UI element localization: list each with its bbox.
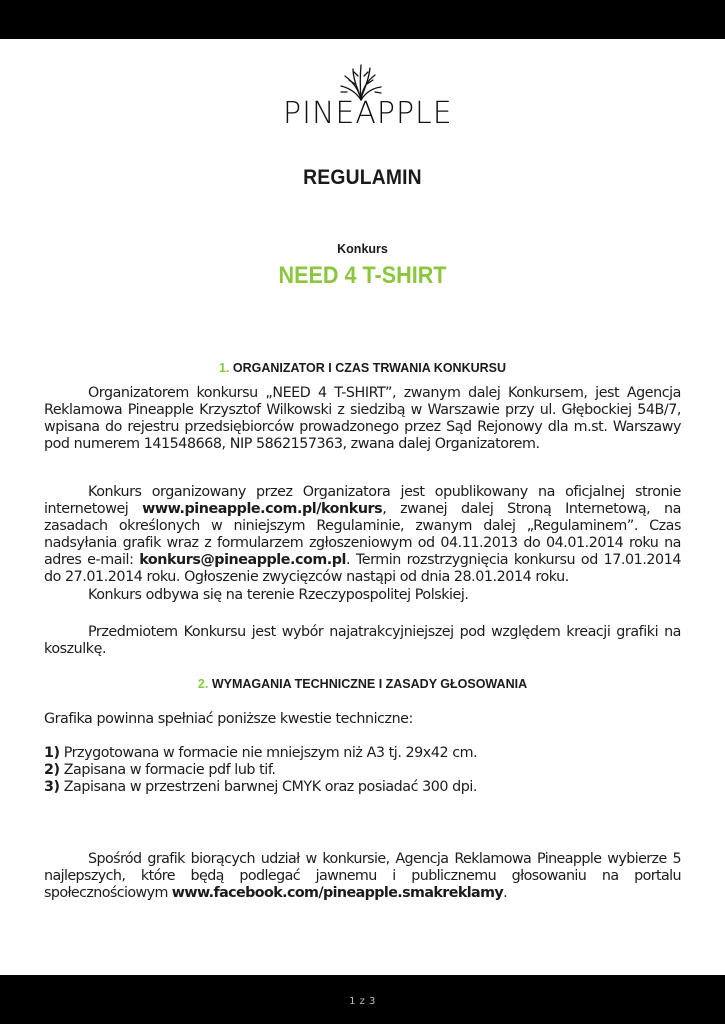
section-1-number: 1.: [218, 361, 230, 375]
text-fragment: Konkurs organizowany przez Organizatora jest opublikowany na oficjalnej stronie internetowej: [44, 484, 681, 517]
text-fragment: . Termin rozstrzygnięcia konkursu od 17.01.2014 do 27.01.2014 roku. Ogłoszenie zwycięzców nastąpi od dnia 28.01.2014 roku.: [44, 552, 681, 585]
facebook-link[interactable]: www.facebook.com/pineapple.smakreklamy: [171, 885, 504, 901]
logo-wordmark: PINEAPPLE: [283, 96, 453, 131]
voting-paragraph: [44, 851, 681, 902]
list-number: 3): [44, 779, 60, 795]
section-1-paragraph-3: Konkurs odbywa się na terenie Rzeczypospolitej Polskiej.: [88, 587, 469, 603]
section-2-title: WYMAGANIA TECHNICZNE I ZASADY GŁOSOWANIA: [211, 677, 528, 691]
text-fragment: , zwanej dalej Stroną Internetową, na zasadach określonych w niniejszym Regulaminie, zwanym dalej „Regulaminem”. Czas nadsyłania grafik wraz z formularzem zgłoszeniowym od 04.11.2013 do 04.01.2014 roku na adres e-mail:: [44, 501, 681, 568]
text-fragment: Spośród grafik biorących udział w konkursie, Agencja Reklamowa Pineapple wybierze 5 najlepszych, które będą podlegać jawnemu i publicznemu głosowaniu na portalu społecznościowym: [44, 851, 681, 901]
subtitle: Konkurs: [337, 242, 388, 256]
list-number: 1): [44, 745, 60, 761]
section-2-number: 2.: [197, 677, 209, 691]
pineapple-logo: [283, 62, 453, 134]
list-text: Zapisana w formacie pdf lub tif.: [59, 762, 276, 778]
email-link[interactable]: konkurs@pineapple.com.pl: [139, 552, 346, 568]
page-title: REGULAMIN: [303, 166, 422, 189]
list-number: 2): [44, 762, 60, 778]
list-item: [44, 745, 477, 762]
section-1-paragraph-4: Przedmiotem Konkursu jest wybór najatrakcyjniejszej pod względem kreacji grafiki na koszulkę.: [44, 624, 681, 657]
website-link[interactable]: www.pineapple.com.pl/konkurs: [142, 501, 383, 517]
section-1-paragraph-2: [44, 484, 681, 586]
text-fragment: .: [503, 885, 508, 901]
section-1-heading: [0, 361, 725, 375]
section-1-paragraph-1: Organizatorem konkursu „NEED 4 T-SHIRT”, zwanym dalej Konkursem, jest Agencja Reklamowa Pineapple Krzysztof Wilkowski z siedzibą w Warszawie przy ul. Głębockiej 54B/7, wpisana do rejestru przedsiębiorców prowadzonego przez Sąd Rejonowy dla m.st. Warszawy pod numerem 141548668, NIP 5862157363, zwana dalej Organizatorem.: [44, 385, 681, 452]
list-text: Przygotowana w formacie nie mniejszym niż A3 tj. 29x42 cm.: [59, 745, 478, 761]
top-bar: [0, 0, 725, 39]
list-item: [44, 762, 275, 779]
requirements-intro: Grafika powinna spełniać poniższe kwestie techniczne:: [44, 711, 413, 727]
contest-name: NEED 4 T-SHIRT: [278, 262, 447, 289]
section-2-heading: [0, 677, 725, 691]
list-text: Zapisana w przestrzeni barwnej CMYK oraz posiadać 300 dpi.: [59, 779, 478, 795]
page-number: 1 z 3: [349, 996, 376, 1007]
list-item: [44, 779, 477, 796]
section-1-title: ORGANIZATOR I CZAS TRWANIA KONKURSU: [232, 361, 507, 375]
